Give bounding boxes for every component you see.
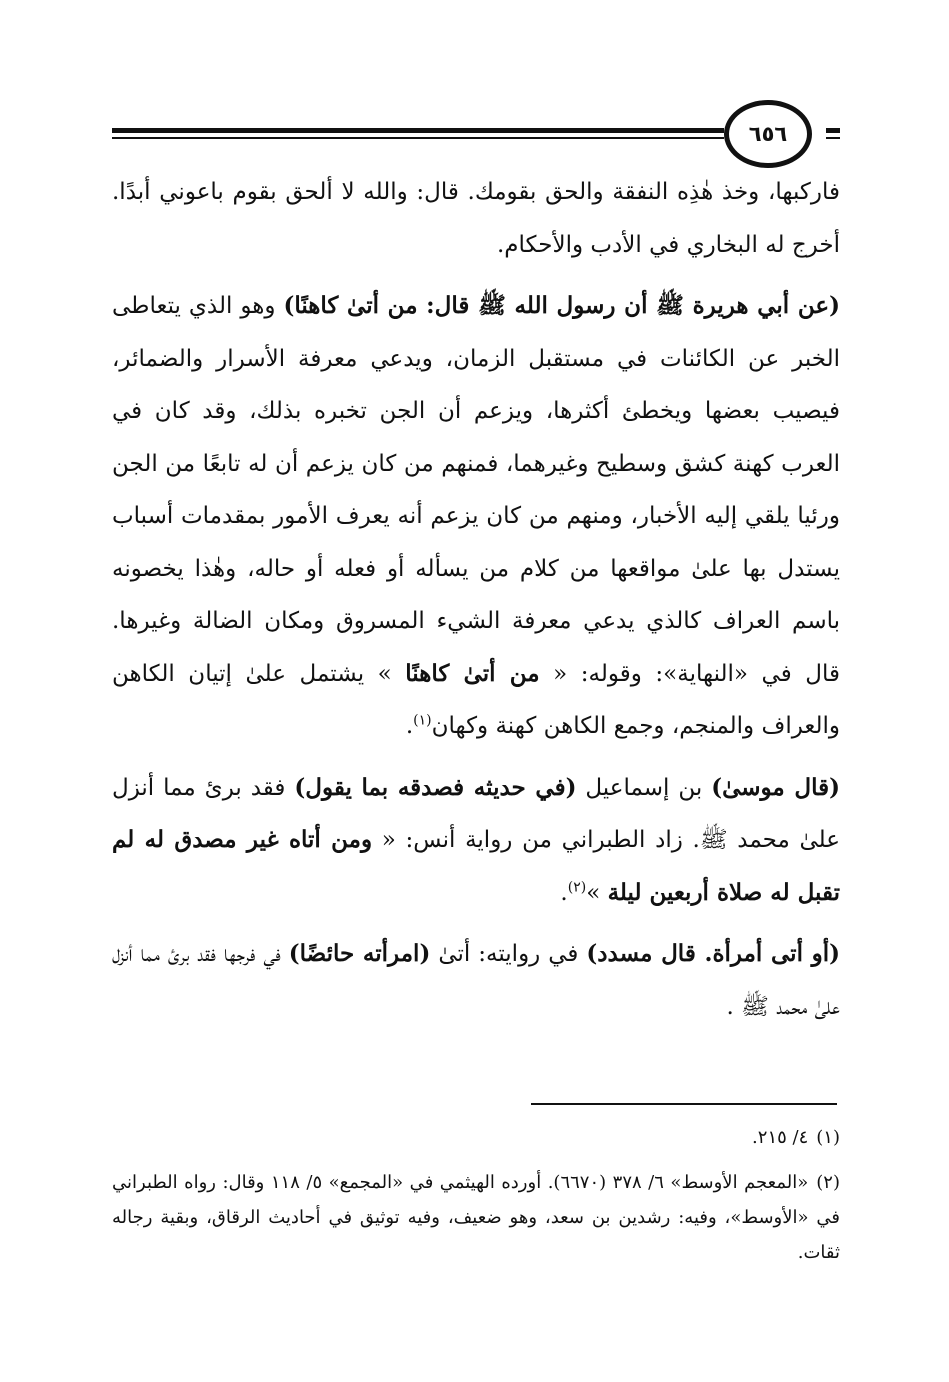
page-header xyxy=(112,100,840,174)
paragraph-3-quote-close: » xyxy=(586,879,608,906)
paragraph-4 xyxy=(112,928,840,1033)
paragraph-3-end: . xyxy=(560,879,568,906)
header-rule-thick xyxy=(112,128,724,133)
paragraph-2 xyxy=(112,280,840,753)
paragraph-3 xyxy=(112,762,840,920)
hadith-phrase-believes: (في حديثه فصدقه بما يقول) xyxy=(294,773,577,801)
hadith-phrase-menstruating: (امرأته حائضًا) xyxy=(288,940,431,967)
footnote-2 xyxy=(112,1165,840,1270)
paragraph-1 xyxy=(112,166,840,271)
footnote-1 xyxy=(112,1120,840,1155)
footnote-ref-1: (١) xyxy=(413,712,432,729)
footnote-2-text: «المعجم الأوسط» ٦/ ٣٧٨ (٦٦٧٠). أورده الهيثمي في «المجمع» ٥/ ١١٨ وقال: رواه الطبراني في «الأوسط»، وفيه: رشدين بن سعد، وهو ضعيف، وفيه توثيق في أحاديث الرقاق، وبقية رجاله ثقات. xyxy=(112,1172,840,1263)
paragraph-3-text-continued: فقد برئ مما أنزل علىٰ محمد ﷺ. زاد الطبراني من رواية أنس: « xyxy=(112,774,840,853)
paragraph-4-text-continued: في فرجها فقد برئ مما أنزل علىٰ محمد ﷺ . xyxy=(112,941,840,1020)
paragraph-3-text: بن إسماعيل xyxy=(576,774,712,801)
hadith-phrase-prayer: ومن أتاه غير مصدق له لم تقبل له صلاة أربعين ليلة xyxy=(112,826,840,906)
page-number: ٦٥٦ xyxy=(724,100,812,168)
quoted-hadith-phrase: من أتىٰ كاهنًا xyxy=(405,659,540,687)
paragraph-2-text: وهو الذي يتعاطى الخبر عن الكائنات في مستقبل الزمان، ويدعي معرفة الأسرار والضمائر، فيصيب بعضها ويخطئ أكثرها، ويزعم أن الجن تخبره بذلك، وقد كان في العرب كهنة كشق وسطيح وغيرهما، فمنهم من كان يزعم أن له تابعًا من الجن ورئيا يلقي إليه الأخبار، ومنهم من كان يزعم أنه يعرف الأمور بمقدمات أسباب يستدل بها علىٰ مواقعها من كلام من يسأله أو فعله أو حاله، وهٰذا يخصونه باسم العراف كالذي يدعي معرفة الشيء المسروق ومكان الضالة وغيرها. قال في «النهاية»: وقوله: « xyxy=(112,293,840,687)
header-rule-right-thin xyxy=(826,137,840,139)
narrator-musaddad: (أو أتى أمرأة. قال مسدد) xyxy=(586,940,841,967)
paragraph-2-end: . xyxy=(405,713,414,739)
footnote-ref-2: (٢) xyxy=(567,878,587,895)
footnotes xyxy=(112,1120,840,1270)
main-text xyxy=(112,166,840,1033)
footnote-2-number: (٢) xyxy=(816,1172,840,1193)
hadith-heading-abu-hurayra: (عن أبي هريرة ﷺ أن رسول الله ﷺ قال: من أتىٰ كاهنًا) xyxy=(283,292,840,319)
footnote-1-text: ٤/ ٢١٥. xyxy=(752,1127,809,1148)
header-rule-right-thick xyxy=(826,128,840,133)
paragraph-1-text: فاركبها، وخذ هٰذِه النفقة والحق بقومك. قال: والله لا ألحق بقوم باعوني أبدًا. أخرج له البخاري في الأدب والأحكام. xyxy=(112,179,840,258)
header-rule-thin xyxy=(112,137,724,139)
paragraph-4-text: في روايته: أتىٰ xyxy=(430,941,587,967)
paragraph-2-text-continued: » يشتمل علىٰ إتيان الكاهن والعراف والمنجم، وجمع الكاهن كهنة وكهان xyxy=(112,660,840,739)
footnote-separator xyxy=(531,1103,837,1105)
footnote-1-number: (١) xyxy=(816,1127,840,1148)
narrator-musa: (قال موسىٰ) xyxy=(711,773,840,801)
